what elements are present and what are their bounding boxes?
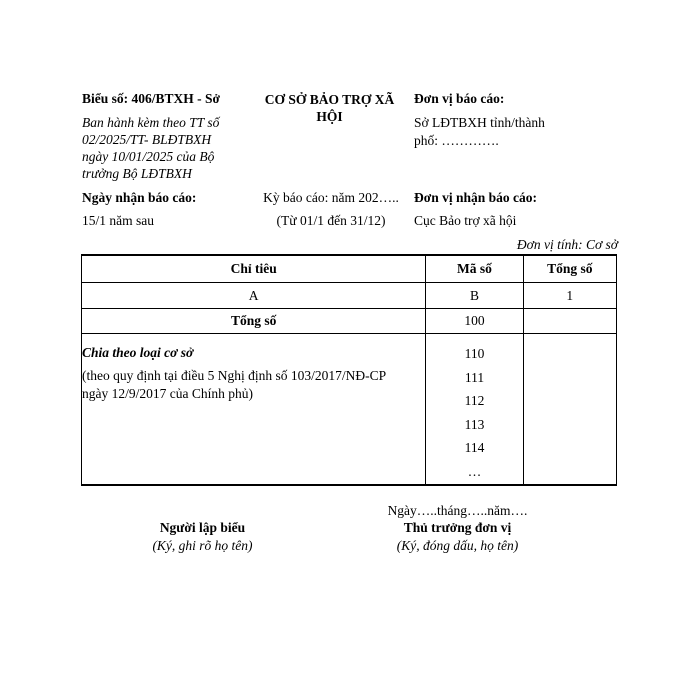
section-note-line: ngày 12/9/2017 của Chính phủ) [82,386,253,401]
column-letter-b: B [426,283,523,309]
issued-with-note [82,114,219,182]
issued-with-line: 02/2025/TT- BLĐTBXH [82,132,212,147]
code-cell: 111 [464,369,485,385]
breakdown-row [82,334,617,485]
total-value-cell [523,309,616,334]
reporting-unit-line: phố: …………. [414,133,499,148]
report-title [252,91,407,125]
section-title: Chia theo loại cơ sở [82,345,194,360]
form-number: Biểu số: 406/BTXH - Sở [82,91,220,106]
unit-note: Đơn vị tính: Cơ sở [516,237,618,252]
receiving-unit-label: Đơn vị nhận báo cáo: [414,190,538,205]
report-title-line: HỘI [316,109,343,124]
total-row [82,309,617,334]
column-letter-1: 1 [523,283,616,309]
preparer-label: Người lập biểu [159,520,246,535]
header-code: Mã số [426,255,523,283]
breakdown-codes [426,334,523,485]
breakdown-values-cell [523,334,616,485]
header-indicator: Chỉ tiêu [82,255,426,283]
code-cell: 113 [464,416,485,432]
preparer-note: (Ký, ghi rõ họ tên) [152,538,253,553]
issued-with-line: ngày 10/01/2025 của Bộ [82,149,215,164]
report-table [81,254,617,486]
reporting-unit [414,114,545,150]
head-of-unit-label: Thủ trưởng đơn vị [403,520,512,535]
table-header-row [82,255,617,283]
received-date-label: Ngày nhận báo cáo: [82,190,197,205]
head-of-unit-note: (Ký, đóng dấu, họ tên) [396,538,519,553]
header-total: Tổng số [523,255,616,283]
total-label: Tổng số [82,309,426,334]
column-letter-row [82,283,617,309]
code-cell: … [467,463,482,479]
reporting-unit-label: Đơn vị báo cáo: [414,91,505,106]
column-letter-a: A [82,283,426,309]
report-title-line: CƠ SỞ BẢO TRỢ XÃ [264,92,395,107]
reporting-unit-line: Sở LĐTBXH tỉnh/thành [414,115,545,130]
receiving-unit: Cục Bảo trợ xã hội [414,213,517,228]
issued-with-line: trưởng Bộ LĐTBXH [82,166,192,181]
sign-date-line: Ngày…..tháng…..năm…. [387,503,528,518]
report-period: Kỳ báo cáo: năm 202….. [263,190,399,205]
period-range: (Từ 01/1 đến 31/12) [276,213,386,228]
received-date: 15/1 năm sau [82,213,154,228]
code-cell: 110 [464,346,485,361]
code-cell: 112 [464,393,485,409]
total-code: 100 [426,309,523,334]
issued-with-line: Ban hành kèm theo TT số [82,115,220,130]
code-cell: 114 [464,440,485,456]
section-note-line: (theo quy định tại điều 5 Nghị định số 103/2017/NĐ-CP [82,368,387,383]
breakdown-description [82,334,426,485]
